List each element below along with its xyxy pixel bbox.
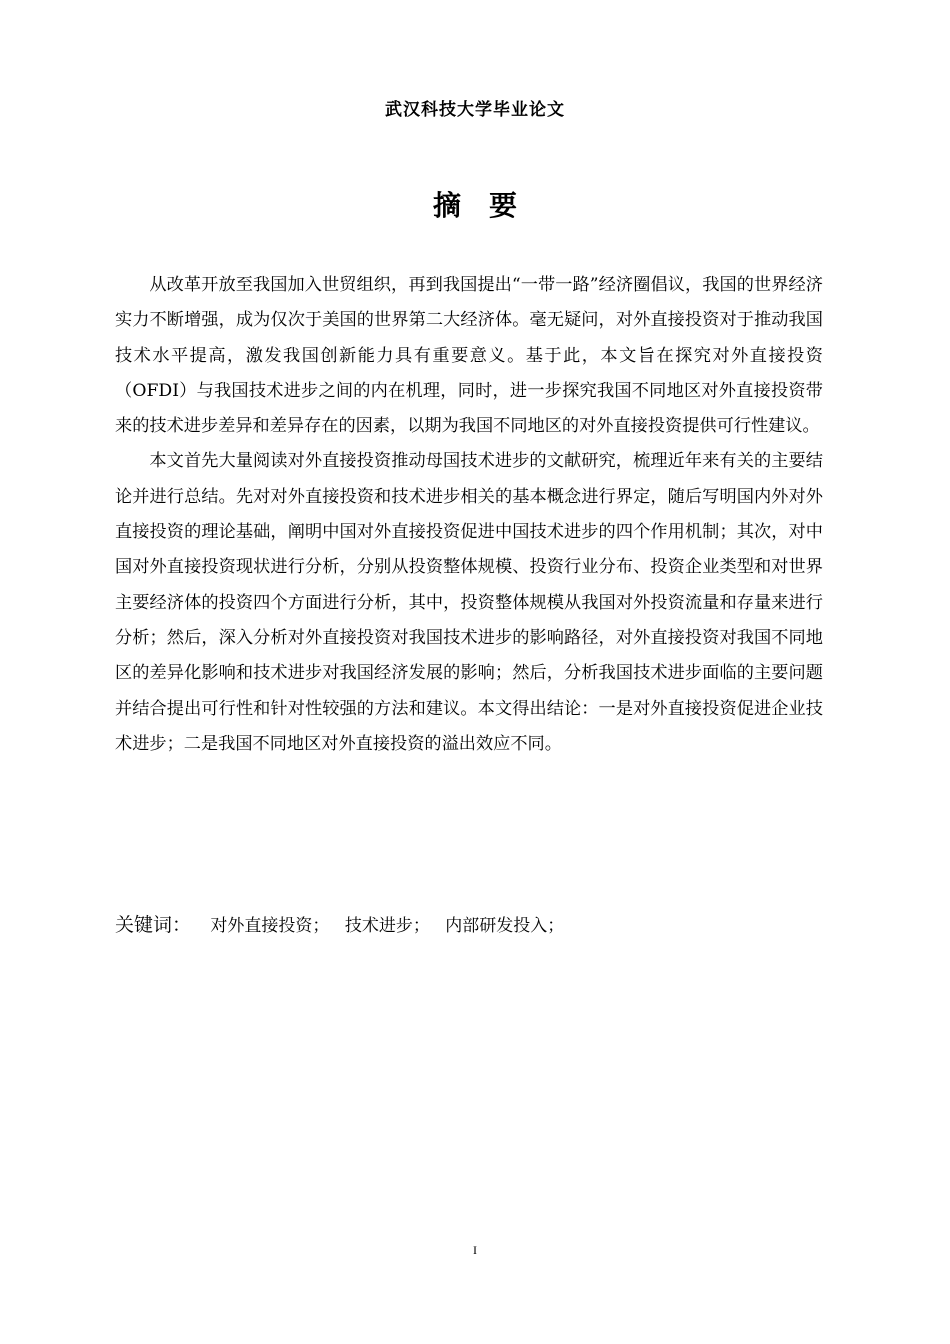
abstract-paragraph-1: 从改革开放至我国加入世贸组织，再到我国提出“一带一路”经济圈倡议，我国的世界经济实力不断增强，成为仅次于美国的世界第二大经济体。毫无疑问，对外直接投资对于推动我国技术水平提高，激发我国创新能力具有重要意义。基于此，本文旨在探究对外直接投资（OFDI）与我国技术进步之间的内在机理，同时，进一步探究我国不同地区对外直接投资带来的技术进步差异和差异存在的因素，以期为我国不同地区的对外直接投资提供可行性建议。 (115, 275, 823, 437)
abstract-body (115, 268, 823, 762)
keyword-item: 内部研发投入； (445, 916, 565, 936)
keywords-label: 关键词： (115, 914, 192, 936)
page-number: I (473, 1243, 477, 1257)
abstract-title: 摘 要 (432, 189, 517, 222)
abstract-paragraph-2: 本文首先大量阅读对外直接投资推动母国技术进步的文献研究，梳理近年来有关的主要结论并进行总结。先对对外直接投资和技术进步相关的基本概念进行界定，随后写明国内外对外直接投资的理论基础，阐明中国对外直接投资促进中国技术进步的四个作用机制；其次，对中国对外直接投资现状进行分析，分别从投资整体规模、投资行业分布、投资企业类型和对世界主要经济体的投资四个方面进行分析，其中，投资整体规模从我国对外投资流量和存量来进行分析；然后，深入分析对外直接投资对我国技术进步的影响路径，对外直接投资对我国不同地区的差异化影响和技术进步对我国经济发展的影响；然后，分析我国技术进步面临的主要问题并结合提出可行性和针对性较强的方法和建议。本文得出结论：一是对外直接投资促进企业技术进步；二是我国不同地区对外直接投资的溢出效应不同。 (115, 451, 823, 754)
keywords-line (115, 910, 823, 941)
keyword-item: 对外直接投资； (210, 916, 330, 936)
keyword-item: 技术进步； (344, 916, 430, 936)
document-header: 武汉科技大学毕业论文 (385, 100, 565, 120)
